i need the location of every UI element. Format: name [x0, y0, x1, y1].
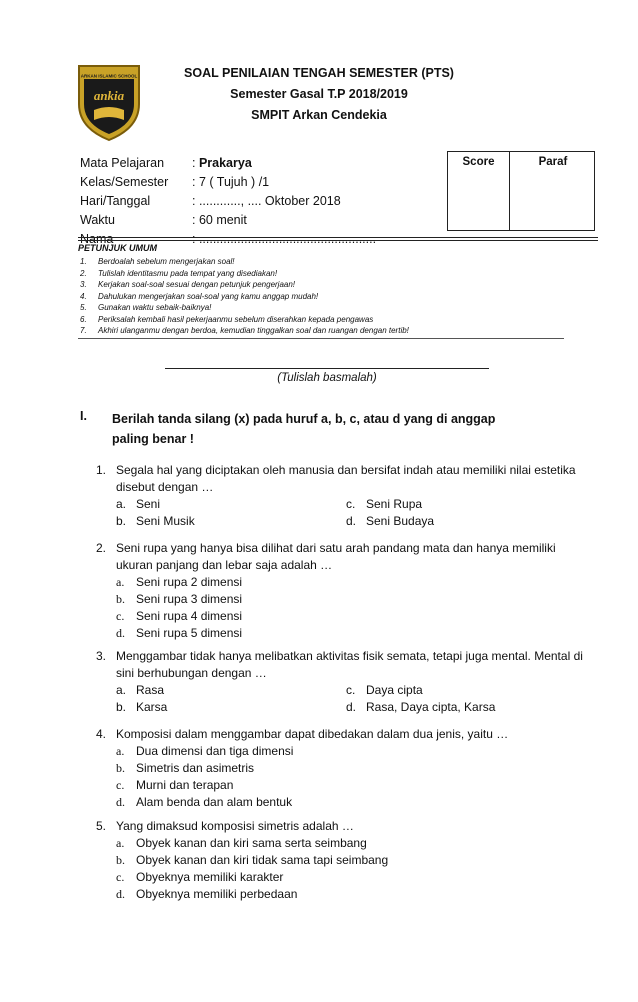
info-value: : 60 menit: [192, 213, 247, 227]
info-value: : Prakarya: [192, 156, 252, 170]
question-number: 4.: [96, 727, 107, 741]
page-subtitle: Semester Gasal T.P 2018/2019: [230, 87, 408, 101]
basmalah-label: (Tulislah basmalah): [277, 372, 377, 384]
school-name: SMPIT Arkan Cendekia: [251, 108, 387, 122]
question-text: Segala hal yang diciptakan oleh manusia dan bersifat indah atau memiliki nilai estetika disebut dengan …: [116, 463, 576, 494]
section-number: I.: [80, 409, 87, 423]
question-number: 2.: [96, 541, 107, 555]
instructions-title: PETUNJUK UMUM: [78, 243, 158, 253]
info-value: : ...................................................: [192, 232, 377, 246]
question-number: 3.: [96, 649, 107, 663]
score-box: [447, 151, 595, 231]
divider: [78, 338, 564, 339]
info-value: : 7 ( Tujuh ) /1: [192, 175, 270, 189]
info-label: Waktu: [80, 213, 115, 227]
section-title: Berilah tanda silang (x) pada huruf a, b, c, atau d yang di anggap paling benar !: [112, 412, 496, 446]
info-label: Kelas/Semester: [80, 175, 169, 189]
question-text: Yang dimaksud komposisi simetris adalah …: [116, 819, 354, 833]
question-number: 5.: [96, 819, 107, 833]
info-label: Hari/Tanggal: [80, 194, 151, 208]
divider: [78, 240, 598, 241]
subject-name: Prakarya: [198, 156, 252, 170]
question-text: Seni rupa yang hanya bisa dilihat dari satu arah pandang mata dan hanya memiliki ukuran panjang dan lebar saja adalah …: [116, 541, 556, 572]
question-text: Komposisi dalam menggambar dapat dibedakan dalam dua jenis, yaitu …: [116, 727, 509, 741]
logo-text: ARKAN ISLAMIC SCHOOL: [80, 73, 138, 79]
info-label: Mata Pelajaran: [80, 156, 165, 170]
info-label: Nama: [80, 232, 114, 246]
info-value: : ............, .... Oktober 2018: [192, 194, 341, 208]
question-number: 1.: [96, 463, 107, 477]
logo-mark: ankia: [93, 88, 125, 103]
divider: [78, 237, 598, 238]
basmalah-line: [165, 368, 489, 369]
score-cell: Score: [448, 152, 510, 230]
question-text: Menggambar tidak hanya melibatkan aktivitas fisik semata, tetapi juga mental. Mental di sini berhubungan dengan …: [116, 649, 583, 680]
paraf-cell: Paraf: [538, 156, 568, 168]
page-title: SOAL PENILAIAN TENGAH SEMESTER (PTS): [184, 66, 454, 80]
